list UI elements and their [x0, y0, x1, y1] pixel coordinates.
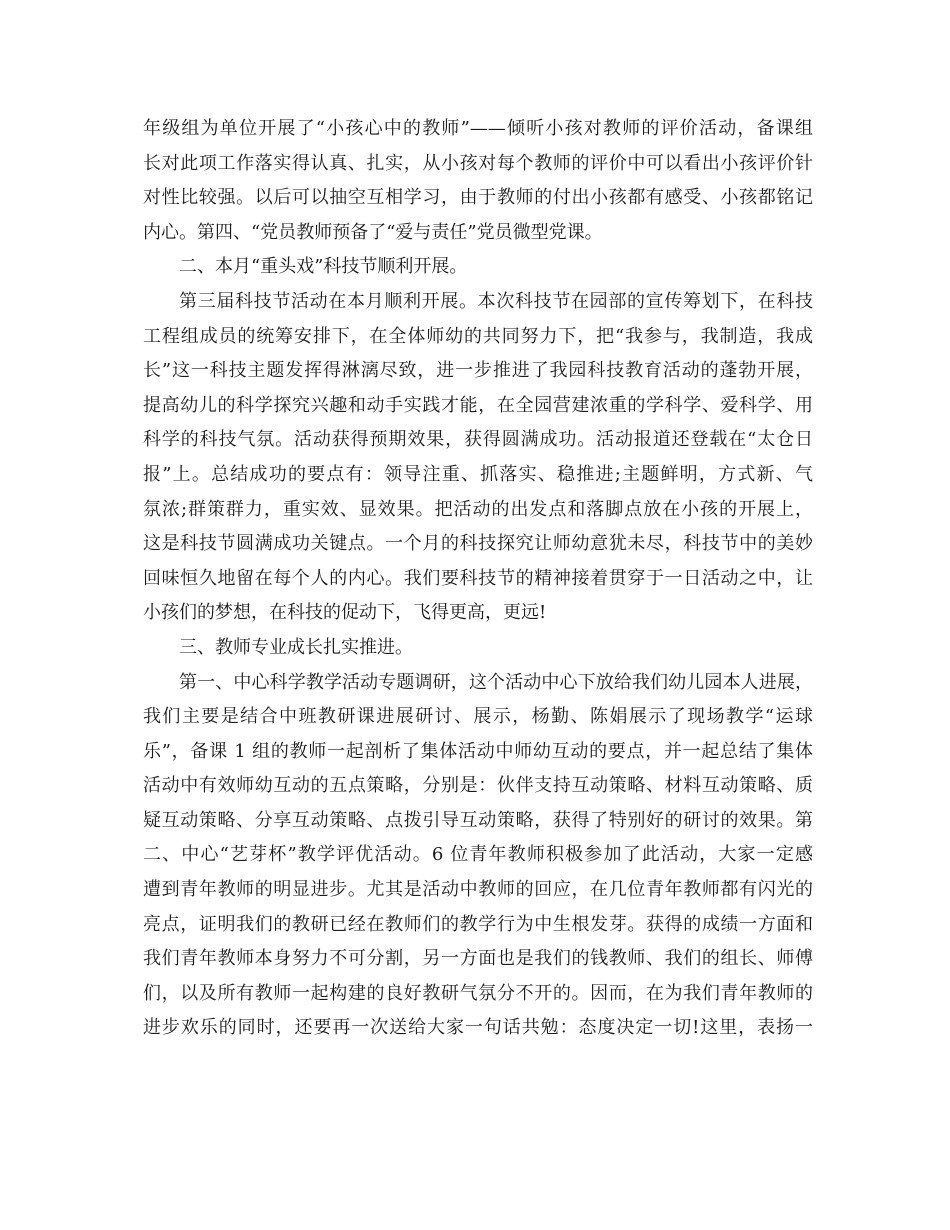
- text-line: 我们主要是结合中班教研课进展研讨、展示，杨勤、陈娟展示了现场教学“运球: [143, 706, 813, 728]
- text-line: 第三届科技节活动在本月顺利开展。本次科技节在园部的宣传筹划下，在科技: [179, 290, 813, 312]
- text-line: 疑互动策略、分享互动策略、点拨引导互动策略，获得了特别好的研讨的效果。第: [143, 809, 813, 831]
- text-line: 年级组为单位开展了“小孩心中的教师”——倾听小孩对教师的评价活动，备课组: [143, 118, 813, 139]
- text-line: 进步欢乐的同时，还要再一次送给大家一句话共勉：态度决定一切!这里，表扬一: [143, 1017, 813, 1039]
- text-line: 长对此项工作落实得认真、扎实，从小孩对每个教师的评价中可以看出小孩评价针: [143, 152, 813, 174]
- text-line: 遭到青年教师的明显进步。尤其是活动中教师的回应，在几位青年教师都有闪光的: [143, 879, 813, 901]
- text-line: 提高幼儿的科学探究兴趣和动手实践才能，在全园营建浓重的学科学、爱科学、用: [143, 394, 813, 416]
- text-line: 小孩们的梦想，在科技的促动下，飞得更高，更远!: [143, 602, 547, 624]
- text-line: 氛浓;群策群力，重实效、显效果。把活动的出发点和落脚点放在小孩的开展上，: [143, 498, 813, 520]
- body-text: [143, 112, 813, 1046]
- text-line: 报”上。总结成功的要点有：领导注重、抓落实、稳推进;主题鲜明，方式新、气: [143, 463, 813, 485]
- text-line: 第一、中心科学教学活动专题调研，这个活动中心下放给我们幼儿园本人进展，: [179, 671, 813, 693]
- text-line: 我们青年教师本身努力不可分割，另一方面也是我们的钱教师、我们的组长、师傅: [143, 948, 813, 970]
- text-line: 亮点，证明我们的教研已经在教师们的教学行为中生根发芽。获得的成绩一方面和: [143, 913, 813, 935]
- text-line: 长”这一科技主题发挥得淋漓尽致，进一步推进了我园科技教育活动的蓬勃开展，: [143, 360, 813, 382]
- text-line: 工程组成员的统筹安排下，在全体师幼的共同努力下，把“我参与，我制造，我成: [143, 325, 813, 347]
- text-line: 活动中有效师幼互动的五点策略，分别是：伙伴支持互动策略、材料互动策略、质: [143, 775, 813, 797]
- text-line: 们，以及所有教师一起构建的良好教研气氛分不开的。因而，在为我们青年教师的: [143, 982, 813, 1004]
- text-line: 对性比较强。以后可以抽空互相学习，由于教师的付出小孩都有感受、小孩都铭记: [143, 187, 813, 209]
- text-line: 回味恒久地留在每个人的内心。我们要科技节的精神接着贯穿于一日活动之中，让: [143, 567, 813, 589]
- text-line: 二、本月“重头戏”科技节顺利开展。: [179, 256, 468, 278]
- text-line: 这是科技节圆满成功关键点。一个月的科技探究让师幼意犹未尽，科技节中的美妙: [143, 533, 813, 555]
- text-line: 乐”，备课 1 组的教师一起剖析了集体活动中师幼互动的要点，并一起总结了集体: [143, 740, 813, 762]
- text-line: 科学的科技气氛。活动获得预期效果，获得圆满成功。活动报道还登载在“太仓日: [143, 429, 813, 451]
- text-line: 二、中心“艺芽杯”教学评优活动。6 位青年教师积极参加了此活动，大家一定感: [143, 844, 813, 866]
- text-line: 内心。第四、“党员教师预备了“爱与责任”党员微型党课。: [143, 221, 603, 243]
- text-line: 三、教师专业成长扎实推进。: [179, 636, 413, 658]
